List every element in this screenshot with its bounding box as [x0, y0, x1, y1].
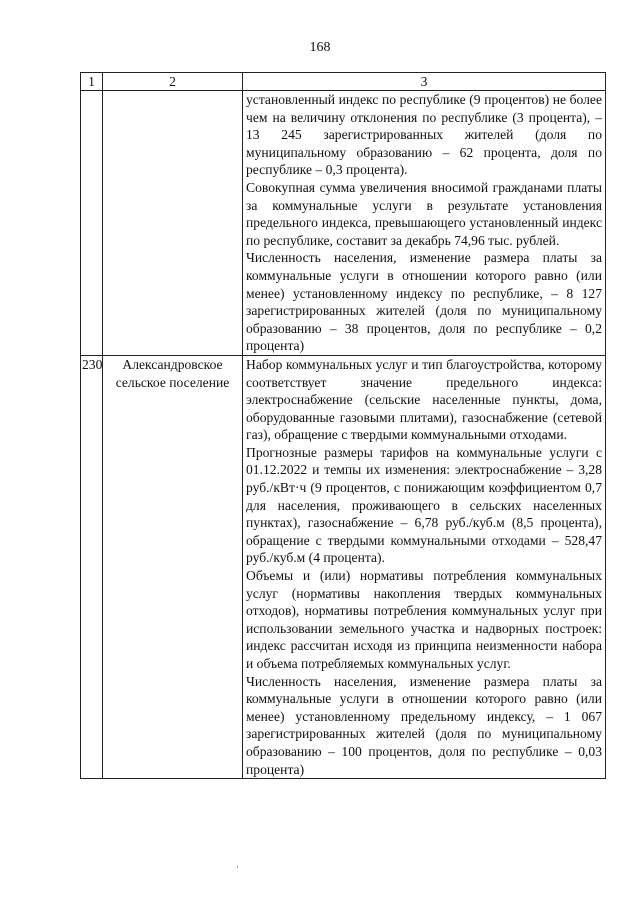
municipality-name-cell: Александровское сельское поселение: [103, 355, 243, 778]
paragraph: Численность населения, изменение размера платы за коммунальные услуги в отношении которого равно (или менее) установленному предельному индексу, – 1 067 зарегистрированных жителей (доля по муниципальному образованию – 100 процентов, доля по республике – 0,03 процента): [246, 673, 602, 777]
header-col-3: 3: [243, 73, 606, 91]
table-row-continuation: [81, 91, 606, 356]
row-number-cell: 230: [81, 355, 103, 778]
municipality-name-cell: [103, 91, 243, 356]
paragraph: Прогнозные размеры тарифов на коммунальные услуги с 01.12.2022 и темпы их изменения: электроснабжение – 3,28 руб./кВт·ч (9 процентов, с понижающим коэффициентом 0,7 для населения, проживающего в сельских населенных пунктах), газоснабжение – 6,78 руб./куб.м (8,5 процента), обращение с твердыми коммунальными отходами – 528,47 руб./куб.м (4 процента).: [246, 444, 602, 566]
table-row-230: [81, 355, 606, 778]
table-header-row: [81, 73, 606, 91]
paragraph: Численность населения, изменение размера платы за коммунальные услуги в отношении которого равно (или менее) установленному индексу по республике, – 8 127 зарегистрированных жителей (доля по муниципальному образованию – 38 процентов, доля по республике – 0,2 процента): [246, 250, 602, 354]
description-cell: [243, 91, 606, 356]
description-cell: [243, 355, 606, 778]
tariff-table: [80, 72, 606, 779]
paragraph: Набор коммунальных услуг и тип благоустройства, которому соответствует значение предельного индекса: электроснабжение (сельские населенные пункты, дома, оборудованные газовыми плитами), газоснабжение (сетевой газ), обращение с твердыми коммунальными отходами.: [246, 356, 602, 443]
header-col-2: 2: [103, 73, 243, 91]
paragraph: Совокупная сумма увеличения вносимой гражданами платы за коммунальные услуги в результате установления предельного индекса, превышающего установленный индекс по республике, составит за декабрь 74,96 тыс. рублей.: [246, 179, 602, 248]
paragraph: установленный индекс по республике (9 процентов) не более чем на величину отклонения по республике (3 процента), – 13 245 зарегистрированных жителей (доля по муниципальному образованию – 62 процента, доля по республике – 0,3 процента).: [246, 92, 602, 178]
row-number-cell: [81, 91, 103, 356]
page-number: 168: [309, 40, 331, 55]
header-col-1: 1: [81, 73, 103, 91]
paragraph: Объемы и (или) нормативы потребления коммунальных услуг (нормативы накопления твердых коммунальных отходов), нормативы потребления коммунальных услуг при использовании земельного участка и надворных построек: индекс рассчитан исходя из принципа неизменности набора и объема потребляемых коммунальных услуг.: [246, 568, 602, 671]
scan-artifact-dot: ·: [236, 862, 239, 872]
